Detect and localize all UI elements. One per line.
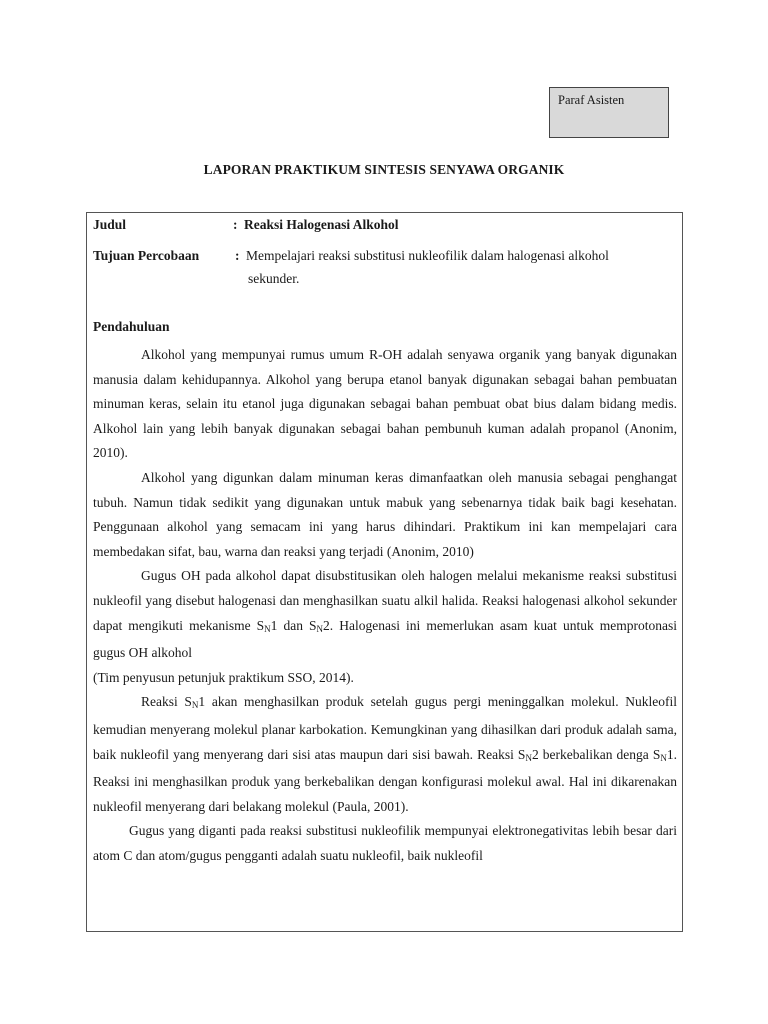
- tujuan-label: Tujuan Percobaan: [93, 248, 200, 263]
- paraf-asisten-box: [549, 87, 669, 138]
- paragraph-5: Gugus yang diganti pada reaksi substitusi nukleofilik mempunyai elektronegativitas lebih besar dari atom C dan atom/gugus pengganti adalah suatu nukleofil, baik nukleofil: [93, 823, 677, 863]
- tujuan-value-line1: Mempelajari reaksi substitusi nukleofilik dalam halogenasi alkohol: [246, 248, 609, 263]
- judul-colon: :: [233, 217, 238, 232]
- paragraph-4: Reaksi $S_N1$ akan menghasilkan produk setelah gugus pergi meninggalkan molekul. Nukleofil kemudian menyerang molekul planar karbokation. Kemungkinan yang dihasilkan dari produk adalah sama, baik nukleofil yang menyerang dari sisi atas maupun dari sisi bawah. Reaksi $S_N2$ berkebalikan denga $S_N1$. Reaksi ini menghasilkan produk yang berkebalikan dengan konfigurasi molekul awal. Hal ini dikarenakan nukleofil menyerang dari belakang molekul (Paula, 2001).: [93, 694, 677, 814]
- judul-label: Judul: [93, 217, 127, 232]
- report-content-box: [86, 212, 683, 932]
- judul-value: Reaksi Halogenasi Alkohol: [244, 217, 399, 232]
- paragraph-3: Gugus OH pada alkohol dapat disubstitusikan oleh halogen melalui mekanisme reaksi substitusi nukleofil yang disebut halogenasi dan menghasilkan suatu alkil halida. Reaksi halogenasi alkohol sekunder dapat mengikuti mekanisme $S_N1$ dan $S_N2$. Halogenasi ini memerlukan asam kuat untuk memprotonasi gugus OH alkohol: [93, 568, 677, 661]
- report-title: LAPORAN PRAKTIKUM SINTESIS SENYAWA ORGANIK: [203, 162, 565, 177]
- paragraph-3-citation: (Tim penyusun petunjuk praktikum SSO, 2014).: [93, 669, 354, 685]
- tujuan-value-line2: sekunder.: [248, 271, 300, 286]
- tujuan-colon: :: [235, 248, 240, 263]
- section-heading: Pendahuluan: [93, 319, 170, 334]
- paraf-asisten-label: Paraf Asisten: [558, 93, 625, 107]
- paragraph-1: Alkohol yang mempunyai rumus umum R-OH adalah senyawa organik yang banyak digunakan manusia dalam kehidupannya. Alkohol yang berupa etanol banyak digunakan sebagai bahan pembuatan minuman keras, selain itu etanol juga digunakan sebagai bahan pembuat obat bius dalam bidang medis. Alkohol lain yang lebih banyak digunakan sebagai bahan pembunuh kuman adalah propanol (Anonim, 2010).: [93, 347, 677, 461]
- paragraph-2: Alkohol yang digunkan dalam minuman keras dimanfaatkan oleh manusia sebagai penghangat tubuh. Namun tidak sedikit yang digunakan untuk mabuk yang sebenarnya tidak baik bagi kesehatan. Penggunaan alkohol yang semacam ini yang harus dihindari. Praktikum ini kan mempelajari cara membedakan sifat, bau, warna dan reaksi yang terjadi (Anonim, 2010): [93, 469, 677, 559]
- body-text: [93, 343, 677, 868]
